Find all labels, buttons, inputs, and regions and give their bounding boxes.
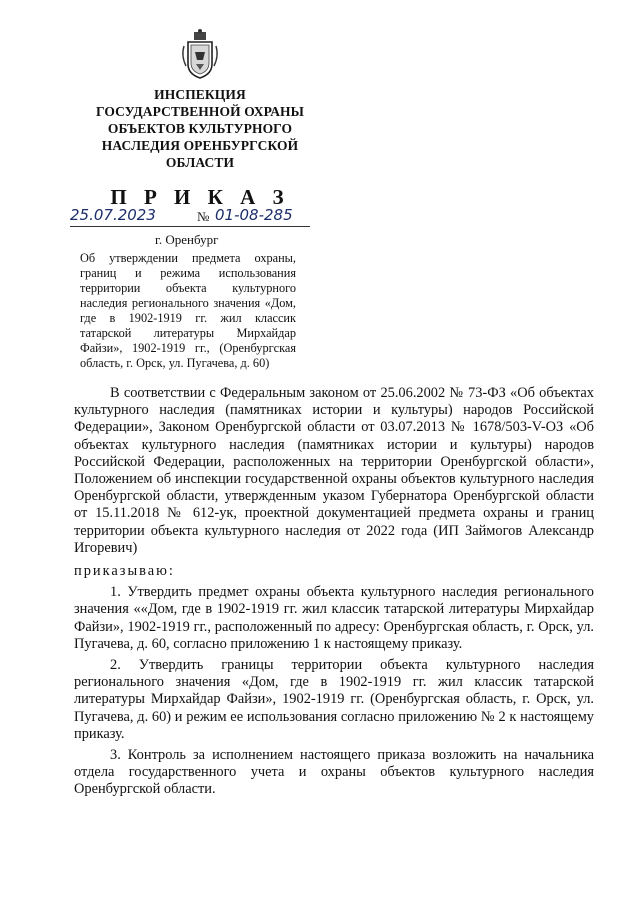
order-item-2: 2. Утвердить границы территории объекта культурного наследия регионального значения «Дом, где в 1902-1919 гг. жил классик татарской литературы Мирхайдар Файзи», 1902-1919 гг. (Оренбургская область, г. Орск, ул. Пугачева, д. 60) и режим ее использования согласно приложению № 2 к настоящему приказу.	[74, 657, 594, 742]
org-line: ГОСУДАРСТВЕННОЙ ОХРАНЫ	[95, 104, 305, 119]
order-subject: Об утверждении предмета охраны, границ и режима использования территории объекта культурного наследия регионального значения «Дом, где в 1902-1919 гг. жил классик татарской литературы Мирхайдар Файзи», 1902-1919 гг., (Оренбургская область, г. Орск, ул. Пугачева, д. 60)	[80, 251, 296, 370]
order-body	[74, 385, 594, 799]
document-type: П Р И К А З	[110, 185, 290, 209]
letterhead	[60, 28, 340, 210]
decree-word: приказываю:	[74, 563, 175, 580]
city-name: г. Оренбург	[155, 232, 219, 247]
preamble-paragraph: В соответствии с Федеральным законом от 25.06.2002 № 73-ФЗ «Об объектах культурного наследия (памятниках истории и культуры) народов Российской Федерации», Законом Оренбургской области от 03.07.2013 № 1678/503-V-ОЗ «Об объектах культурного наследия (памятниках истории и культуры) народов Российской Федерации, расположенных на территории Оренбургской области», Положением об инспекции государственной охраны объектов культурного наследия Оренбургской области, утвержденным указом Губернатора Оренбургской области от 15.11.2018 № 612-ук, проектной документацией предмета охраны и границ территории объекта культурного наследия от 2022 года (ИП Займогов Александр Игоревич)	[74, 385, 594, 556]
order-item-1: 1. Утвердить предмет охраны объекта культурного наследия регионального значения ««Дом, где в 1902-1919 гг. жил классик татарской литературы Мирхайдар Файзи», 1902-1919 гг., расположенный по адресу: Оренбургская область, г. Орск, ул. Пугачева, д. 60, согласно приложению 1 к настоящему приказу.	[74, 584, 594, 652]
number-sign: №	[197, 209, 210, 224]
org-line: НАСЛЕДИЯ ОРЕНБУРГСКОЙ	[101, 138, 299, 153]
organization-name	[60, 86, 340, 171]
order-item-3: 3. Контроль за исполнением настоящего приказа возложить на начальника отдела государственного учета и охраны объектов культурного наследия Оренбургской области.	[74, 747, 594, 798]
org-line: ОБЛАСТИ	[165, 155, 235, 170]
handwritten-number: 01-08-285	[215, 206, 293, 224]
org-line: ИНСПЕКЦИЯ	[154, 87, 246, 102]
org-line: ОБЪЕКТОВ КУЛЬТУРНОГО	[107, 121, 293, 136]
underline	[70, 226, 310, 227]
handwritten-date: 25.07.2023	[70, 206, 156, 224]
date-number-row	[70, 206, 330, 230]
coat-of-arms-icon	[180, 28, 220, 80]
